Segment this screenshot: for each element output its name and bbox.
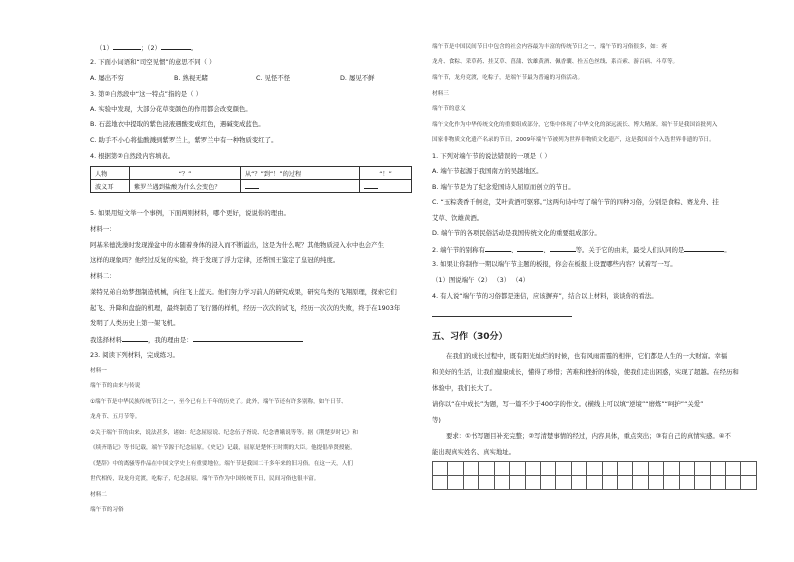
essay-requirement: 要求：①书写题目补充完整；②写清楚事情的经过，内容具体，重点突出；③有自己的真情实感。④不: [446, 432, 731, 440]
rq1-option-a[interactable]: A. 端午节起源于我国南方的吴越地区。: [432, 167, 543, 175]
essay-line: 在我们的成长过程中，既有阳光灿烂的时候，也有风雨雷霆的相伴，它们都是人生的一大财富。幸福: [446, 352, 728, 360]
material-2-line: 发明了人类历史上第一架飞机。: [90, 319, 180, 327]
reason-label: ，我的理由是：: [147, 336, 193, 344]
rq1-option-d[interactable]: D. 端午节的各项民俗活动是我国传统文化的重要组成部分。: [432, 229, 601, 237]
material-2-line: 起飞、升降和盘旋的机理，最终制造了飞行器的样机，经历一次次的试飞，经历一次次的失败，终于在1903年: [90, 304, 401, 312]
table-cell: 从“？”到“！”的过程: [241, 167, 360, 180]
rq1-option-c[interactable]: C. “玉粽袭香千舸竞，艾叶黄酒可驱邪。”这两句诗中写了端午节的四种习俗，分别是食粽、赛龙舟、挂: [432, 198, 719, 206]
essay-line: 和美好的生活，让我们健康成长，懂得了珍惜；苦难和挫折的体验，使我们走出困惑，实现了超越。在经历和: [432, 368, 739, 376]
reading-3-line: 端午文化作为中华传统文化的重要组成部分，它集中体现了中华文化的深远流长、博大精深。端午节是我国首批列入: [432, 122, 718, 128]
choice-blank[interactable]: [122, 335, 148, 342]
rq2-label: 2. 端午节的别称有: [432, 246, 485, 254]
material-2-title: 材料二：: [90, 272, 116, 280]
reading-3-subtitle: 端午节的意义: [432, 106, 466, 112]
table-cell-answer[interactable]: [360, 180, 412, 193]
rq3-fill[interactable]: （1）图说端午（2） （3） （4）: [432, 276, 530, 284]
rq3-question: 3. 如果让你制作一期以端午节主题的板报，你会在板报上设置哪些内容？试着写一写。: [432, 260, 677, 268]
reading-2-title: 材料二: [90, 492, 107, 498]
essay-writing-grid[interactable]: [432, 461, 757, 490]
rq4-answer-line[interactable]: [432, 316, 572, 317]
reading-3-title: 材料三: [432, 91, 449, 97]
essay-line: 等): [432, 416, 441, 424]
reading-3-line: 国家非物质文化遗产名录的节日，2009年端午节被列为世界非物质文化遗产，这是我国首个入选世界非遗的节日。: [432, 137, 715, 143]
reading-1-line: 世代相传，设龙舟竞渡，吃粽子，纪念屈原。端午节作为中国传统节日，民间习俗也很丰富。: [90, 476, 320, 482]
table-row: [91, 167, 412, 180]
rq2-blank-3[interactable]: [550, 245, 576, 252]
material-2-line: 莱特兄弟自幼梦想制造机械，向往飞上蓝天。他们努力学习前人的研究成果，研究鸟类的飞翔原理，探索它们: [90, 288, 397, 296]
q5-question: 5. 如果用短文举一个事例，下面两则材料，哪个更好，说说你的理由。: [90, 209, 290, 217]
rq2-blank-2[interactable]: [517, 245, 543, 252]
q1-line: [96, 43, 197, 52]
q3-question: 3. 第②自然段中“这一特点”指的是（ ）: [90, 90, 202, 98]
reading-2-subtitle: 端午节的习俗: [90, 507, 124, 513]
rq1-question: 1. 下列对端午节的说法错误的一项是（ ）: [432, 152, 551, 160]
table-cell-answer[interactable]: [241, 180, 360, 193]
essay-requirement: 能出现真实姓名、真实地址。: [432, 448, 516, 456]
grid-row: [433, 476, 757, 490]
rq2-blank-1[interactable]: [485, 245, 511, 252]
reading-2-line: 龙舟、食粽、采草药、挂艾草、菖蒲、饮雄黄酒、佩香囊、拴五色丝线、系百索、游百病、斗草等。: [432, 59, 679, 65]
material-1-line: 阿基米德洗澡时发现澡盆中的水随着身体的浸入而不断溢出，这是为什么呢？其他物质浸入水中也会产生: [90, 241, 384, 249]
table-row: [91, 180, 412, 193]
table-cell: “！”: [360, 167, 412, 180]
reading-1-line: 《续齐谐记》等书记载，端午节源于纪念屈原。《史记》记载，屈原是楚怀王时期的大臣。他提倡举贤授能，: [90, 445, 356, 451]
reason-blank[interactable]: [193, 335, 303, 342]
q4-table: [90, 166, 412, 193]
reading-1-line: ②关于端午节的由来，说法甚多，诸如：纪念屈原说、纪念伍子胥说、纪念曹娥说等等。据《荆楚岁时记》和: [90, 430, 358, 436]
q3-option-b[interactable]: B. 石蕊地衣中提取的紫色浸液遇酸变成红色，遇碱变成蓝色。: [90, 120, 265, 128]
q4-question: 4. 根据第②自然段内容填表。: [90, 152, 175, 160]
table-cell: 波义耳: [91, 180, 130, 193]
material-1-line: 这样的现象吗？他经过反复的实验，终于发现了浮力定律，还帮国王鉴定了皇冠的纯度。: [90, 256, 340, 264]
q1-blank-1[interactable]: [113, 43, 141, 50]
q1-label-1: （1）: [96, 44, 113, 52]
reading-1-subtitle: 端午节的由来与传说: [90, 383, 141, 389]
choice-line: [90, 335, 303, 344]
rq1-option-b[interactable]: B. 端午节是为了纪念爱国诗人屈原而创立的节日。: [432, 183, 575, 191]
rq2-tail: 等。关于它的由来，最受人们认同的是: [575, 246, 685, 254]
reading-1-line: 龙舟节、五月节等。: [90, 414, 141, 420]
q23-question: 23. 阅读下列材料，完成练习。: [90, 351, 179, 359]
grid-row: [433, 462, 757, 476]
q2-option-b[interactable]: B. 熟视无睹: [174, 74, 209, 82]
rq4-question: 4. 有人说“端午节的习俗都是迷信，应该摒弃”，结合以上材料，谈谈你的看法。: [432, 292, 658, 300]
section-title: 五、习作（30分）: [432, 332, 508, 342]
reading-2-line: 端午节是中国民间节日中包含的社会内容最为丰富的传统节日之一，端午节的习俗很多，如：赛: [432, 44, 667, 50]
q1-label-3: 。: [190, 44, 198, 52]
q3-option-a[interactable]: A. 实验中发现，大部分花草变颜色的作用都会改变颜色。: [90, 105, 252, 113]
reading-1-title: 材料一: [90, 368, 107, 374]
table-cell: 紫罗兰遇到盐酸为什么会变色？: [130, 180, 241, 193]
table-cell: 人物: [91, 167, 130, 180]
q2-option-c[interactable]: C. 见怪不怪: [256, 74, 291, 82]
essay-line: 请你以“在中成长”为题，写一篇不少于400字的作文。(横线上可以填“逆境”“磨炼”“呵护”“关爱”: [432, 400, 704, 408]
q3-option-c[interactable]: C. 助手不小心将盐酸溅到紫罗兰上，紫罗兰中有一种物质变红了。: [90, 136, 278, 144]
q2-option-a[interactable]: A. 屡出不穷: [90, 74, 124, 82]
rq1-option-c-cont: 艾草、饮雄黄酒。: [432, 214, 484, 222]
reading-1-line: ①端午节是中华民族传统节日之一，至今已有上千年的历史了。此外，端午节还有许多别称，如午日节、: [90, 399, 347, 405]
reading-2-line: 端午节，龙舟竞渡，吃粽子，是端午节最为普遍的习俗活动。: [432, 75, 584, 81]
rq2-blank-4[interactable]: [684, 245, 724, 252]
q2-question: 2. 下面小词语和“司空见惯”的意思不同（ ）: [90, 58, 216, 66]
reading-1-line: 《楚辞》中的离骚等作品在中国文学史上有重要地位。端午节是我国二千多年来的旧习俗。在这一天，人们: [90, 461, 353, 467]
table-cell: “？”: [130, 167, 241, 180]
choice-label: 我选择材料: [90, 336, 122, 344]
essay-line: 体验中，我们长大了。: [432, 384, 496, 392]
rq2-line: 2. 端午节的别称有 、 、 等。关于它的由来，最受人们认同的是 。: [432, 246, 731, 254]
q2-option-d[interactable]: D. 屡见不鲜: [340, 74, 375, 82]
q1-label-2: ；（2）: [140, 44, 161, 52]
material-1-title: 材料一：: [90, 225, 116, 233]
q1-blank-2[interactable]: [161, 43, 191, 50]
